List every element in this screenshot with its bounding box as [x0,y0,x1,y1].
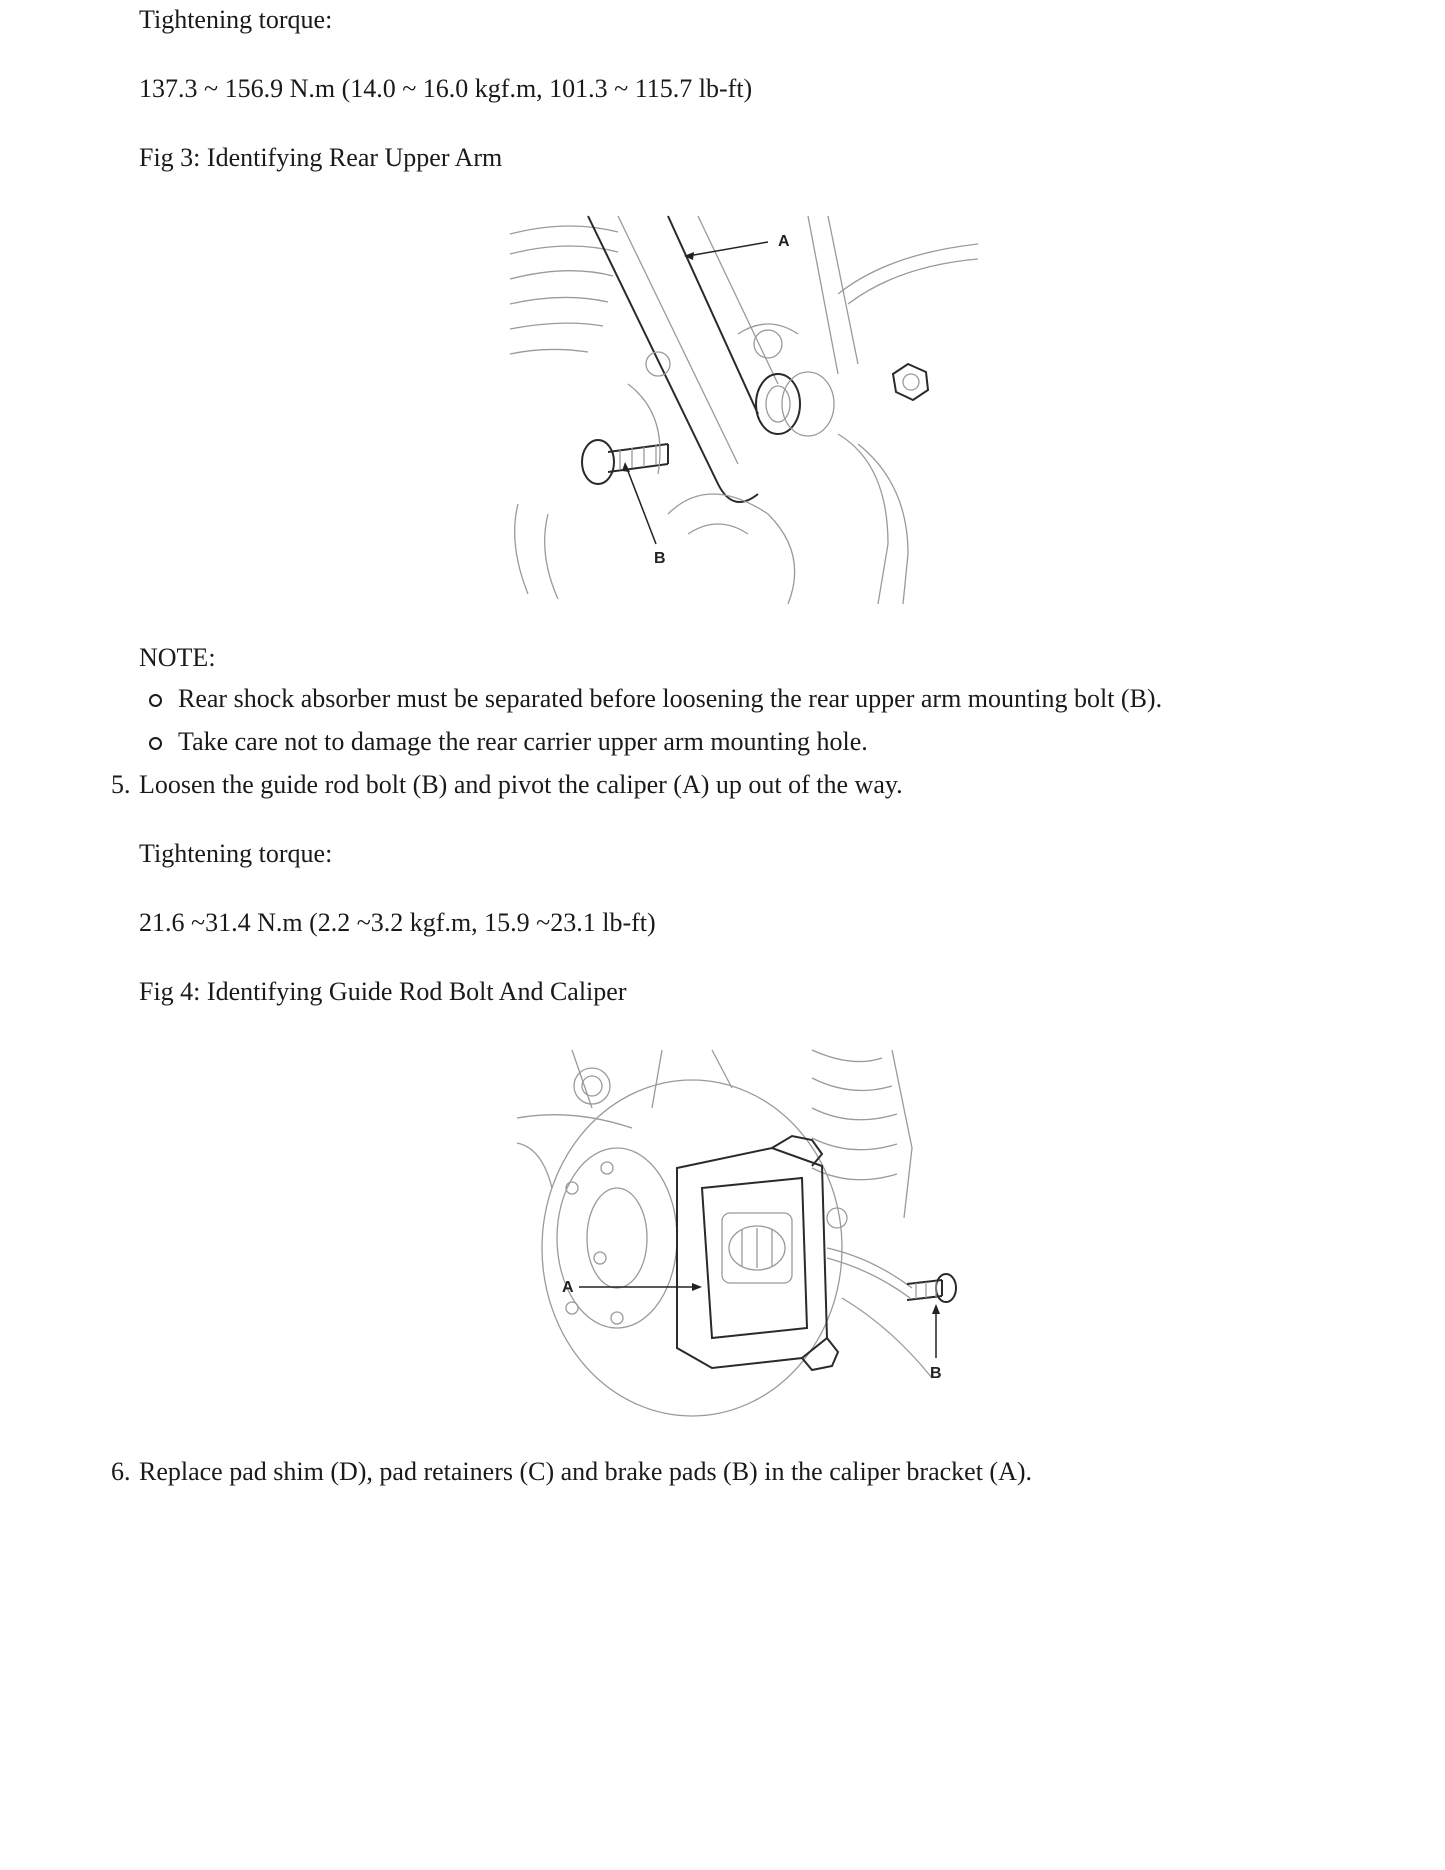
rear-upper-arm-figure [508,214,978,604]
figure-caption: Fig 3: Identifying Rear Upper Arm [139,143,503,172]
caliper-figure [512,1048,974,1418]
step-number: 5. [111,770,131,799]
note-item: Rear shock absorber must be separated before loosening the rear upper arm mounting bolt (B). [178,684,1163,713]
torque-label: Tightening torque: [139,5,333,34]
label-a: A [778,233,790,250]
step-number: 6. [111,1457,131,1486]
note-item: Take care not to damage the rear carrier upper arm mounting hole. [178,727,868,756]
label-b: B [654,550,666,567]
label-b: B [930,1365,942,1382]
bullet-icon [149,737,162,750]
figure-caption: Fig 4: Identifying Guide Rod Bolt And Caliper [139,977,627,1006]
note-title: NOTE: [139,643,216,672]
torque-value: 21.6 ~31.4 N.m (2.2 ~3.2 kgf.m, 15.9 ~23.1 lb-ft) [139,908,656,937]
step-text: Replace pad shim (D), pad retainers (C) and brake pads (B) in the caliper bracket (A). [139,1457,1033,1486]
step-text: Loosen the guide rod bolt (B) and pivot the caliper (A) up out of the way. [139,770,903,799]
torque-label: Tightening torque: [139,839,333,868]
label-a: A [562,1279,574,1296]
torque-value: 137.3 ~ 156.9 N.m (14.0 ~ 16.0 kgf.m, 101.3 ~ 115.7 lb-ft) [139,74,753,103]
bullet-icon [149,694,162,707]
